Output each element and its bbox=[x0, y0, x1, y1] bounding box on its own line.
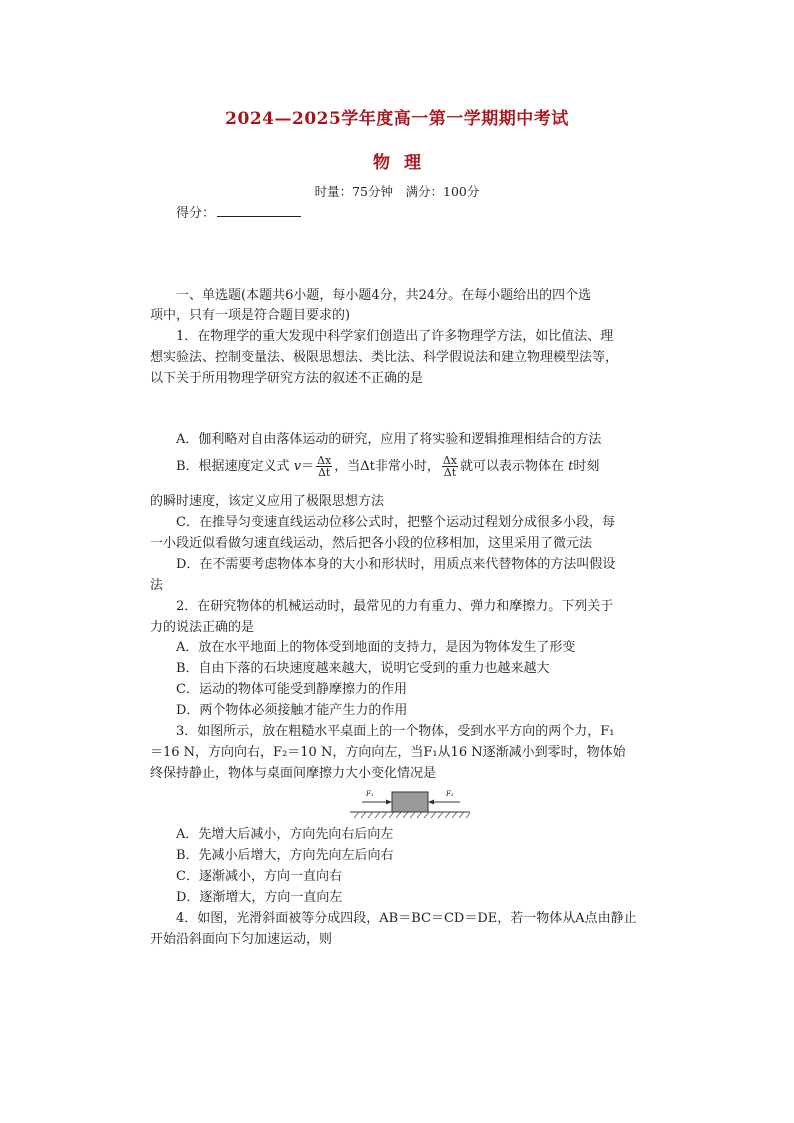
q1-option-c-line-2: 一小段近似看做匀速直线运动，然后把各小段的位移相加，这里采用了微元法 bbox=[150, 536, 593, 551]
q3-stem-line-2: ＝16 N，方向向右，F₂＝10 N，方向向左，当F₁从16 N逐渐减小到零时，物体始 bbox=[150, 745, 626, 760]
q1-b-middle: ，当Δt非常小时， bbox=[334, 459, 440, 474]
q1-option-b bbox=[176, 455, 599, 478]
q3-force-diagram bbox=[348, 785, 472, 821]
q3-arrow-f2 bbox=[428, 800, 460, 805]
q4-stem-line-2: 开始沿斜面向下匀加速运动，则 bbox=[150, 932, 333, 947]
q2-option-c: C．运动的物体可能受到静摩擦力的作用 bbox=[176, 682, 407, 697]
section-intro-line-1: 一、单选题(本题共6小题，每小题4分，共24分。在每小题给出的四个选 bbox=[176, 288, 592, 303]
q3-option-a: A．先增大后减小，方向先向右后向左 bbox=[176, 827, 394, 842]
exam-meta: 时量：75分钟 满分：100分 bbox=[314, 184, 480, 199]
section-intro-line-2: 项中，只有一项是符合题目要求的) bbox=[150, 308, 351, 323]
q1-b-var-v: v bbox=[293, 459, 302, 474]
q1-stem-line-1: 1．在物理学的重大发现中科学家们创造出了许多物理学方法，如比值法、理 bbox=[176, 329, 614, 344]
q3-option-b: B．先减小后增大，方向先向左后向右 bbox=[176, 848, 394, 863]
q1-option-a: A．伽利略对自由落体运动的研究，应用了将实验和逻辑推理相结合的方法 bbox=[176, 432, 602, 447]
q3-table-surface bbox=[350, 812, 470, 818]
q1-option-c-line-1: C．在推导匀变速直线运动位移公式时，把整个运动过程划分成很多小段，每 bbox=[176, 515, 615, 530]
q1-b-end: 时刻 bbox=[573, 459, 600, 474]
q3-option-c: C．逐渐减小，方向一直向右 bbox=[176, 869, 342, 884]
subject-title: 物理 bbox=[373, 153, 435, 173]
q2-option-b: B．自由下落的石块速度越来越大，说明它受到的重力也越来越大 bbox=[176, 661, 550, 676]
q3-label-f2: F₂ bbox=[446, 790, 454, 798]
q2-option-d: D．两个物体必须接触才能产生力的作用 bbox=[176, 703, 408, 718]
q1-b-prefix: B．根据速度定义式 bbox=[176, 459, 290, 474]
q1-stem-line-2: 想实验法、控制变量法、极限思想法、类比法、科学假说法和建立物理模型法等， bbox=[150, 350, 619, 365]
score-blank[interactable] bbox=[217, 204, 301, 217]
q3-stem-line-3: 终保持静止，物体与桌面间摩擦力大小变化情况是 bbox=[150, 766, 437, 781]
q2-stem-line-2: 力的说法正确的是 bbox=[150, 620, 255, 635]
q4-stem-line-1: 4．如图，光滑斜面被等分成四段，AB＝BC＝CD＝DE，若一物体从A点由静止 bbox=[176, 911, 637, 926]
q1-option-b-line-2: 的瞬时速度，该定义应用了极限思想方法 bbox=[150, 494, 385, 509]
q1-stem-line-3: 以下关于所用物理学研究方法的叙述不正确的是 bbox=[150, 371, 424, 386]
q1-b-fraction-1 bbox=[316, 455, 332, 478]
q1-b-var-t: t bbox=[568, 459, 574, 474]
q1-b-equals: ＝ bbox=[301, 459, 315, 474]
score-field bbox=[176, 202, 301, 221]
q1-b-fraction-1-den: Δt bbox=[317, 466, 331, 479]
q1-b-fraction-2-den: Δt bbox=[443, 466, 457, 479]
q3-stem-line-1: 3．如图所示，放在粗糙水平桌面上的一个物体，受到水平方向的两个力，F₁ bbox=[176, 724, 615, 739]
exam-title: 2024—2025学年度高一第一学期期中考试 bbox=[225, 109, 569, 129]
q1-option-d-line-1: D．在不需要考虑物体本身的大小和形状时，用质点来代替物体的方法叫假设 bbox=[176, 557, 616, 572]
q3-label-f1: F₁ bbox=[366, 790, 374, 798]
q1-option-d-line-2: 法 bbox=[150, 578, 164, 593]
q3-arrow-f1 bbox=[362, 800, 392, 805]
q1-b-fraction-1-num: Δx bbox=[317, 454, 332, 467]
score-label: 得分： bbox=[176, 206, 216, 221]
q3-block bbox=[392, 792, 428, 812]
q1-b-after: 就可以表示物体在 bbox=[460, 459, 565, 474]
q2-option-a: A．放在水平地面上的物体受到地面的支持力，是因为物体发生了形变 bbox=[176, 640, 576, 655]
q3-option-d: D．逐渐增大，方向一直向左 bbox=[176, 890, 343, 905]
q2-stem-line-1: 2．在研究物体的机械运动时，最常见的力有重力、弹力和摩擦力。下列关于 bbox=[176, 599, 614, 614]
q1-b-fraction-2-num: Δx bbox=[442, 454, 458, 467]
q1-b-fraction-2 bbox=[442, 455, 458, 478]
